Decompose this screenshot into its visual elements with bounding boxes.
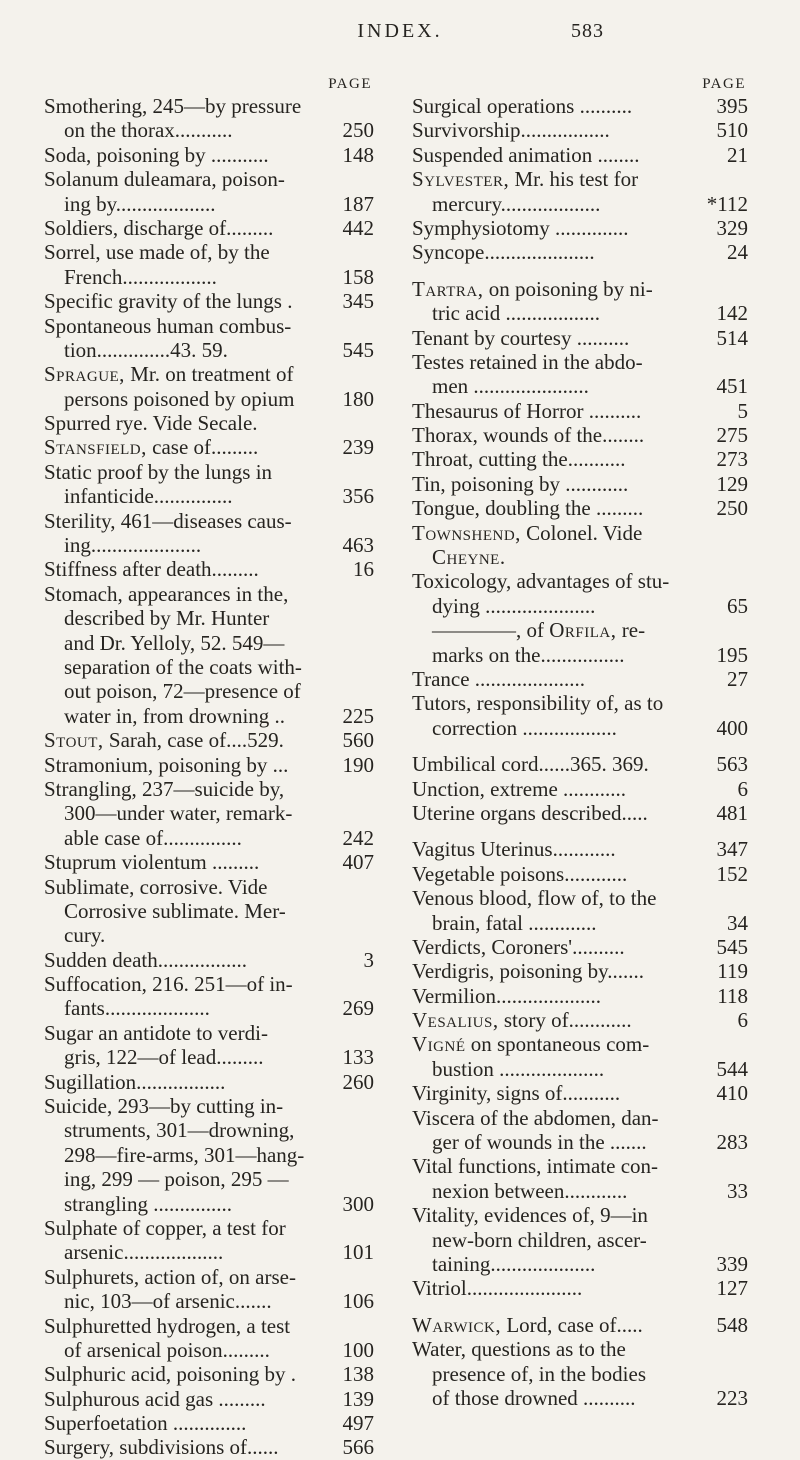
entry-page-ref: 269 (342, 996, 374, 1021)
entry-text: tion..............43. 59. (64, 337, 228, 362)
index-entry-line (44, 923, 374, 947)
index-entry-line (412, 691, 748, 715)
index-entry-line (412, 716, 748, 740)
index-entry-line (44, 1289, 374, 1313)
entry-text: Tongue, doubling the ......... (412, 496, 644, 521)
entry-page-ref: 21 (727, 142, 748, 167)
index-entry-line (412, 277, 748, 301)
entry-page-ref: 300 (342, 1191, 374, 1216)
index-entry-line (412, 837, 748, 861)
entry-page-ref: 329 (716, 215, 748, 240)
index-entry-line (44, 1021, 374, 1045)
entry-page-ref: 548 (716, 1312, 748, 1337)
index-entry-line (412, 1228, 748, 1252)
entry-text: Soldiers, discharge of......... (44, 215, 274, 240)
entry-text: cury. (64, 923, 106, 948)
entry-text: Warwick, Lord, case of..... (412, 1312, 643, 1337)
index-entry-line (412, 1179, 748, 1203)
entry-text: 298—fire-arms, 301—hang- (64, 1142, 305, 1167)
entry-text: Stramonium, poisoning by ... (44, 752, 289, 777)
entry-text: Stomach, appearances in the, (44, 581, 289, 606)
entry-text: Water, questions as to the (412, 1337, 626, 1362)
entry-page-ref: 345 (342, 289, 374, 314)
entry-text: gris, 122—of lead......... (64, 1045, 264, 1070)
entry-page-ref: 65 (727, 593, 748, 618)
running-head (0, 20, 800, 50)
index-entry-line (412, 1008, 748, 1032)
index-entry-line (412, 862, 748, 886)
index-entry-line (412, 94, 748, 118)
entry-page-ref: 152 (716, 861, 748, 886)
entry-text: water in, from drowning .. (64, 703, 286, 728)
entry-page-ref: 481 (716, 800, 748, 825)
entry-page-ref: 242 (342, 825, 374, 850)
index-entry-line (44, 216, 374, 240)
page-column-label: PAGE (702, 76, 746, 92)
index-entry-line (412, 643, 748, 667)
entry-text: Cheyne. (432, 545, 506, 570)
entry-text: Sprague, Mr. on treatment of (44, 362, 294, 387)
index-entry-line (44, 143, 374, 167)
entry-text: able case of............... (64, 825, 242, 850)
index-entry-line (412, 472, 748, 496)
entry-page-ref: 5 (737, 398, 748, 423)
entry-text: Solanum duleamara, poison- (44, 167, 285, 192)
index-entry-line (44, 972, 374, 996)
index-entry-line (412, 594, 748, 618)
entry-page-ref: 195 (716, 642, 748, 667)
entry-page-ref: 563 (716, 752, 748, 777)
entry-page-ref: 225 (342, 703, 374, 728)
entry-text: Tin, poisoning by ............ (412, 471, 629, 496)
index-entry-line (44, 314, 374, 338)
entry-page-ref: 260 (342, 1069, 374, 1094)
index-entry-line (412, 301, 748, 325)
index-column-left (44, 72, 374, 1460)
entry-text: Venous blood, flow of, to the (412, 886, 657, 911)
index-entry-line (44, 1314, 374, 1338)
entry-text: Sulphuric acid, poisoning by . (44, 1362, 296, 1387)
entry-text: on the thorax........... (64, 118, 233, 143)
entry-text: Tutors, responsibility of, as to (412, 691, 664, 716)
index-entry-line (44, 679, 374, 703)
entry-text: Sulphurets, action of, on arse- (44, 1264, 296, 1289)
index-entry-line (44, 1216, 374, 1240)
entry-text: Vegetable poisons............ (412, 861, 628, 886)
entry-text: presence of, in the bodies (432, 1361, 647, 1386)
entry-text: Syncope..................... (412, 240, 595, 265)
index-entry-line (44, 387, 374, 411)
entry-text: of those drowned .......... (432, 1385, 636, 1410)
entry-page-ref: 545 (716, 934, 748, 959)
entry-page-ref: 106 (342, 1289, 374, 1314)
index-entry-line (44, 557, 374, 581)
index-entry-line (44, 1167, 374, 1191)
entry-text: Thesaurus of Horror .......... (412, 398, 642, 423)
index-entry-line (44, 362, 374, 386)
entry-text: Throat, cutting the........... (412, 447, 626, 472)
index-entry-line (412, 1154, 748, 1178)
index-entry-line (412, 801, 748, 825)
entry-text: new-born children, ascer- (432, 1227, 647, 1252)
entry-page-ref: 356 (342, 484, 374, 509)
index-entry-line (412, 1057, 748, 1081)
index-entry-line (44, 484, 374, 508)
index-entry-line (44, 411, 374, 435)
index-entry-line (412, 1313, 748, 1337)
entry-page-ref: 407 (342, 850, 374, 875)
entry-text: persons poisoned by opium (64, 386, 295, 411)
entry-page-ref: 158 (342, 264, 374, 289)
entry-text: Vitriol...................... (412, 1276, 583, 1301)
index-entry-line (44, 1070, 374, 1094)
entry-text: out poison, 72—presence of (64, 679, 301, 704)
entry-page-ref: 566 (342, 1435, 374, 1460)
index-entry-line (44, 192, 374, 216)
index-entry-line (44, 826, 374, 850)
entry-page-ref: 100 (342, 1337, 374, 1362)
index-entry-line (44, 240, 374, 264)
entry-page-ref: 442 (342, 215, 374, 240)
section-gap (412, 1301, 748, 1313)
entry-page-ref: 133 (342, 1045, 374, 1070)
entry-page-ref: 283 (716, 1130, 748, 1155)
index-entry-line (412, 1362, 748, 1386)
entry-page-ref: 16 (353, 557, 374, 582)
entry-page-ref: *112 (706, 191, 748, 216)
entry-page-ref: 101 (342, 1240, 374, 1265)
index-entry-line (412, 118, 748, 142)
index-entry-line (44, 899, 374, 923)
entry-text: Sorrel, use made of, by the (44, 240, 270, 265)
index-entry-line (44, 1362, 374, 1386)
entry-page-ref: 273 (716, 447, 748, 472)
index-entry-line (44, 94, 374, 118)
entry-text: Sulphurous acid gas ......... (44, 1386, 266, 1411)
index-entry-line (44, 582, 374, 606)
entry-text: nic, 103—of arsenic....... (64, 1289, 272, 1314)
index-entry-line (44, 631, 374, 655)
entry-text: arsenic................... (64, 1240, 224, 1265)
entry-page-ref: 544 (716, 1056, 748, 1081)
entry-page-ref: 187 (342, 191, 374, 216)
index-entry-line (412, 1386, 748, 1410)
index-entry-line (412, 984, 748, 1008)
entry-text: described by Mr. Hunter (64, 606, 270, 631)
entry-text: Uterine organs described..... (412, 800, 648, 825)
index-entry-line (412, 1106, 748, 1130)
entry-text: Virginity, signs of........... (412, 1081, 621, 1106)
entry-text: Tartra, on poisoning by ni- (412, 276, 653, 301)
index-entry-line (412, 935, 748, 959)
index-entry-line (412, 545, 748, 569)
index-entry-line (44, 728, 374, 752)
index-entry-line (44, 655, 374, 679)
index-entry-line (412, 1252, 748, 1276)
entry-text: Surgery, subdivisions of...... (44, 1435, 279, 1460)
entry-text: Unction, extreme ............ (412, 776, 627, 801)
index-entry-line (44, 1435, 374, 1459)
entry-text: Corrosive sublimate. Mer- (64, 898, 286, 923)
index-entry-line (412, 350, 748, 374)
entry-text: ing, 299 — poison, 295 — (64, 1167, 289, 1192)
index-entry-line (412, 192, 748, 216)
entry-page-ref: 139 (342, 1386, 374, 1411)
running-head-title: INDEX. (357, 20, 443, 42)
entry-text: ————, of Orfila, re- (432, 618, 646, 643)
entry-text: Verdigris, poisoning by....... (412, 959, 644, 984)
index-entry-line (412, 911, 748, 935)
entry-page-ref: 127 (716, 1276, 748, 1301)
index-entry-line (44, 289, 374, 313)
index-entry-line (44, 801, 374, 825)
index-entry-line (44, 1045, 374, 1069)
entry-page-ref: 510 (716, 118, 748, 143)
entry-text: 300—under water, remark- (64, 801, 293, 826)
entry-text: separation of the coats with- (64, 654, 302, 679)
entry-text: correction .................. (432, 715, 617, 740)
entry-page-ref: 129 (716, 471, 748, 496)
page-column-label: PAGE (328, 76, 372, 92)
entry-text: brain, fatal ............. (432, 910, 597, 935)
entry-text: Vermilion.................... (412, 983, 601, 1008)
entry-text: Sugar an antidote to verdi- (44, 1020, 268, 1045)
entry-text: men ...................... (432, 374, 589, 399)
index-entry-line (412, 1276, 748, 1300)
entry-text: Sterility, 461—diseases caus- (44, 508, 292, 533)
index-entry-line (412, 618, 748, 642)
entry-text: fants.................... (64, 996, 210, 1021)
index-entry-line (412, 777, 748, 801)
index-entry-line (412, 447, 748, 471)
entry-text: Stiffness after death......... (44, 557, 259, 582)
index-entry-line (412, 240, 748, 264)
index-entry-line (44, 118, 374, 142)
index-entry-line (412, 326, 748, 350)
entry-text: Sulphuretted hydrogen, a test (44, 1313, 291, 1338)
entry-text: Strangling, 237—suicide by, (44, 776, 285, 801)
index-entry-line (412, 959, 748, 983)
section-gap (412, 825, 748, 837)
entry-text: tric acid .................. (432, 301, 600, 326)
index-entry-line (412, 886, 748, 910)
entry-page-ref: 118 (717, 983, 748, 1008)
entry-text: ing..................... (64, 533, 202, 558)
entry-text: Thorax, wounds of the........ (412, 423, 645, 448)
entry-text: Vesalius, story of............ (412, 1008, 632, 1033)
entry-text: Suspended animation ........ (412, 142, 640, 167)
entry-text: strangling ............... (64, 1191, 232, 1216)
section-gap (412, 265, 748, 277)
index-entry-line (44, 1411, 374, 1435)
entry-text: Sulphate of copper, a test for (44, 1215, 286, 1240)
entry-text: Sylvester, Mr. his test for (412, 167, 639, 192)
entry-text: infanticide............... (64, 484, 233, 509)
entry-page-ref: 451 (716, 374, 748, 399)
index-entry-line (412, 569, 748, 593)
index-entry-line (412, 399, 748, 423)
entry-text: Static proof by the lungs in (44, 459, 273, 484)
index-entry-line (44, 1387, 374, 1411)
entry-page-ref: 190 (342, 752, 374, 777)
index-entry-line (44, 435, 374, 459)
entry-text: Sugillation................. (44, 1069, 226, 1094)
entry-text: Stansfield, case of......... (44, 435, 259, 460)
index-entry-line (44, 777, 374, 801)
entry-text: Viscera of the abdomen, dan- (412, 1105, 659, 1130)
index-entry-line (44, 1240, 374, 1264)
index-entry-line (412, 496, 748, 520)
index-entry-line (412, 374, 748, 398)
entry-page-ref: 33 (727, 1178, 748, 1203)
entry-text: Vital functions, intimate con- (412, 1154, 659, 1179)
entry-text: Townshend, Colonel. Vide (412, 520, 643, 545)
entry-text: Sublimate, corrosive. Vide (44, 874, 268, 899)
entry-text: Toxicology, advantages of stu- (412, 569, 670, 594)
entry-text: Vitality, evidences of, 9—in (412, 1203, 648, 1228)
entry-text: nexion between............ (432, 1178, 628, 1203)
index-column-right (412, 72, 748, 1410)
index-entry-line (412, 216, 748, 240)
index-entry-line (412, 167, 748, 191)
index-entry-line (412, 1130, 748, 1154)
entry-page-ref: 119 (717, 959, 748, 984)
entry-page-ref: 463 (342, 533, 374, 558)
entry-text: marks on the................ (432, 642, 625, 667)
entry-text: Verdicts, Coroners'.......... (412, 934, 625, 959)
entry-text: Stout, Sarah, case of....529. (44, 728, 284, 753)
entry-page-ref: 275 (716, 423, 748, 448)
entry-page-ref: 395 (716, 94, 748, 118)
entry-page-ref: 148 (342, 142, 374, 167)
page-number: 583 (571, 20, 604, 42)
index-entry-line (44, 996, 374, 1020)
entry-page-ref: 138 (342, 1362, 374, 1387)
index-entry-line (44, 704, 374, 728)
entry-text: Suffocation, 216. 251—of in- (44, 972, 293, 997)
entry-page-ref: 514 (716, 325, 748, 350)
index-entry-line (44, 1265, 374, 1289)
entry-text: Sudden death................. (44, 947, 247, 972)
index-entry-line (44, 338, 374, 362)
entry-page-ref: 250 (716, 496, 748, 521)
entry-text: ing by................... (64, 191, 216, 216)
entry-text: Trance ..................... (412, 666, 586, 691)
index-entry-line (44, 1118, 374, 1142)
index-entry-line (44, 850, 374, 874)
entry-text: Testes retained in the abdo- (412, 349, 643, 374)
entry-page-ref: 223 (716, 1385, 748, 1410)
index-entry-line (44, 1094, 374, 1118)
index-entry-line (44, 875, 374, 899)
entry-text: Surgical operations .......... (412, 94, 633, 118)
entry-text: Specific gravity of the lungs . (44, 289, 293, 314)
index-entry-line (44, 167, 374, 191)
entry-text: Smothering, 245—by pressure (44, 94, 302, 118)
entry-text: ger of wounds in the ....... (432, 1130, 647, 1155)
entry-page-ref: 497 (342, 1411, 374, 1436)
index-entry-line (44, 460, 374, 484)
index-entry-line (412, 752, 748, 776)
entry-text: bustion .................... (432, 1056, 605, 1081)
entry-page-ref: 6 (737, 1008, 748, 1033)
entry-page-ref: 24 (727, 240, 748, 265)
index-entry-line (412, 423, 748, 447)
entry-text: Vagitus Uterinus............ (412, 837, 616, 862)
entry-page-ref: 3 (363, 947, 374, 972)
entry-text: Spontaneous human combus- (44, 313, 292, 338)
entry-page-ref: 560 (342, 728, 374, 753)
index-entry-line (44, 1192, 374, 1216)
entry-text: Stuprum violentum ......... (44, 850, 260, 875)
entry-page-ref: 250 (342, 118, 374, 143)
index-entry-line (412, 1032, 748, 1056)
entry-text: taining.................... (432, 1251, 596, 1276)
entry-text: and Dr. Yelloly, 52. 549— (64, 630, 285, 655)
index-entry-line (44, 753, 374, 777)
entry-text: Symphysiotomy .............. (412, 215, 629, 240)
index-entry-line (44, 265, 374, 289)
entry-text: French.................. (64, 264, 217, 289)
entry-page-ref: 347 (716, 837, 748, 862)
entry-text: Umbilical cord......365. 369. (412, 752, 649, 777)
index-entry-line (412, 1203, 748, 1227)
entry-text: Soda, poisoning by ........... (44, 142, 269, 167)
entry-page-ref: 180 (342, 386, 374, 411)
entry-text: Suicide, 293—by cutting in- (44, 1094, 284, 1119)
entry-page-ref: 339 (716, 1251, 748, 1276)
entry-page-ref: 400 (716, 715, 748, 740)
entry-text: struments, 301—drowning, (64, 1118, 295, 1143)
index-entry-line (412, 1337, 748, 1361)
entry-text: Tenant by courtesy .......... (412, 325, 630, 350)
entry-page-ref: 142 (716, 301, 748, 326)
entry-page-ref: 239 (342, 435, 374, 460)
index-entry-line (412, 521, 748, 545)
entry-text: Spurred rye. Vide Secale. (44, 411, 258, 436)
entry-page-ref: 545 (342, 337, 374, 362)
index-entry-line (412, 667, 748, 691)
entry-text: Superfoetation .............. (44, 1411, 247, 1436)
index-entry-line (44, 1338, 374, 1362)
index-entry-line (412, 1081, 748, 1105)
index-entry-line (44, 948, 374, 972)
entry-text: dying ..................... (432, 593, 596, 618)
entry-text: mercury................... (432, 191, 601, 216)
entry-text: of arsenical poison......... (64, 1337, 270, 1362)
index-entry-line (44, 606, 374, 630)
entry-text: Vigné on spontaneous com- (412, 1032, 650, 1057)
index-entry-line (44, 533, 374, 557)
entry-page-ref: 34 (727, 910, 748, 935)
index-entry-line (44, 509, 374, 533)
entry-page-ref: 27 (727, 666, 748, 691)
entry-page-ref: 410 (716, 1081, 748, 1106)
index-entry-line (412, 143, 748, 167)
entry-text: Survivorship................. (412, 118, 610, 143)
section-gap (412, 740, 748, 752)
entry-page-ref: 6 (737, 776, 748, 801)
index-entry-line (44, 1143, 374, 1167)
